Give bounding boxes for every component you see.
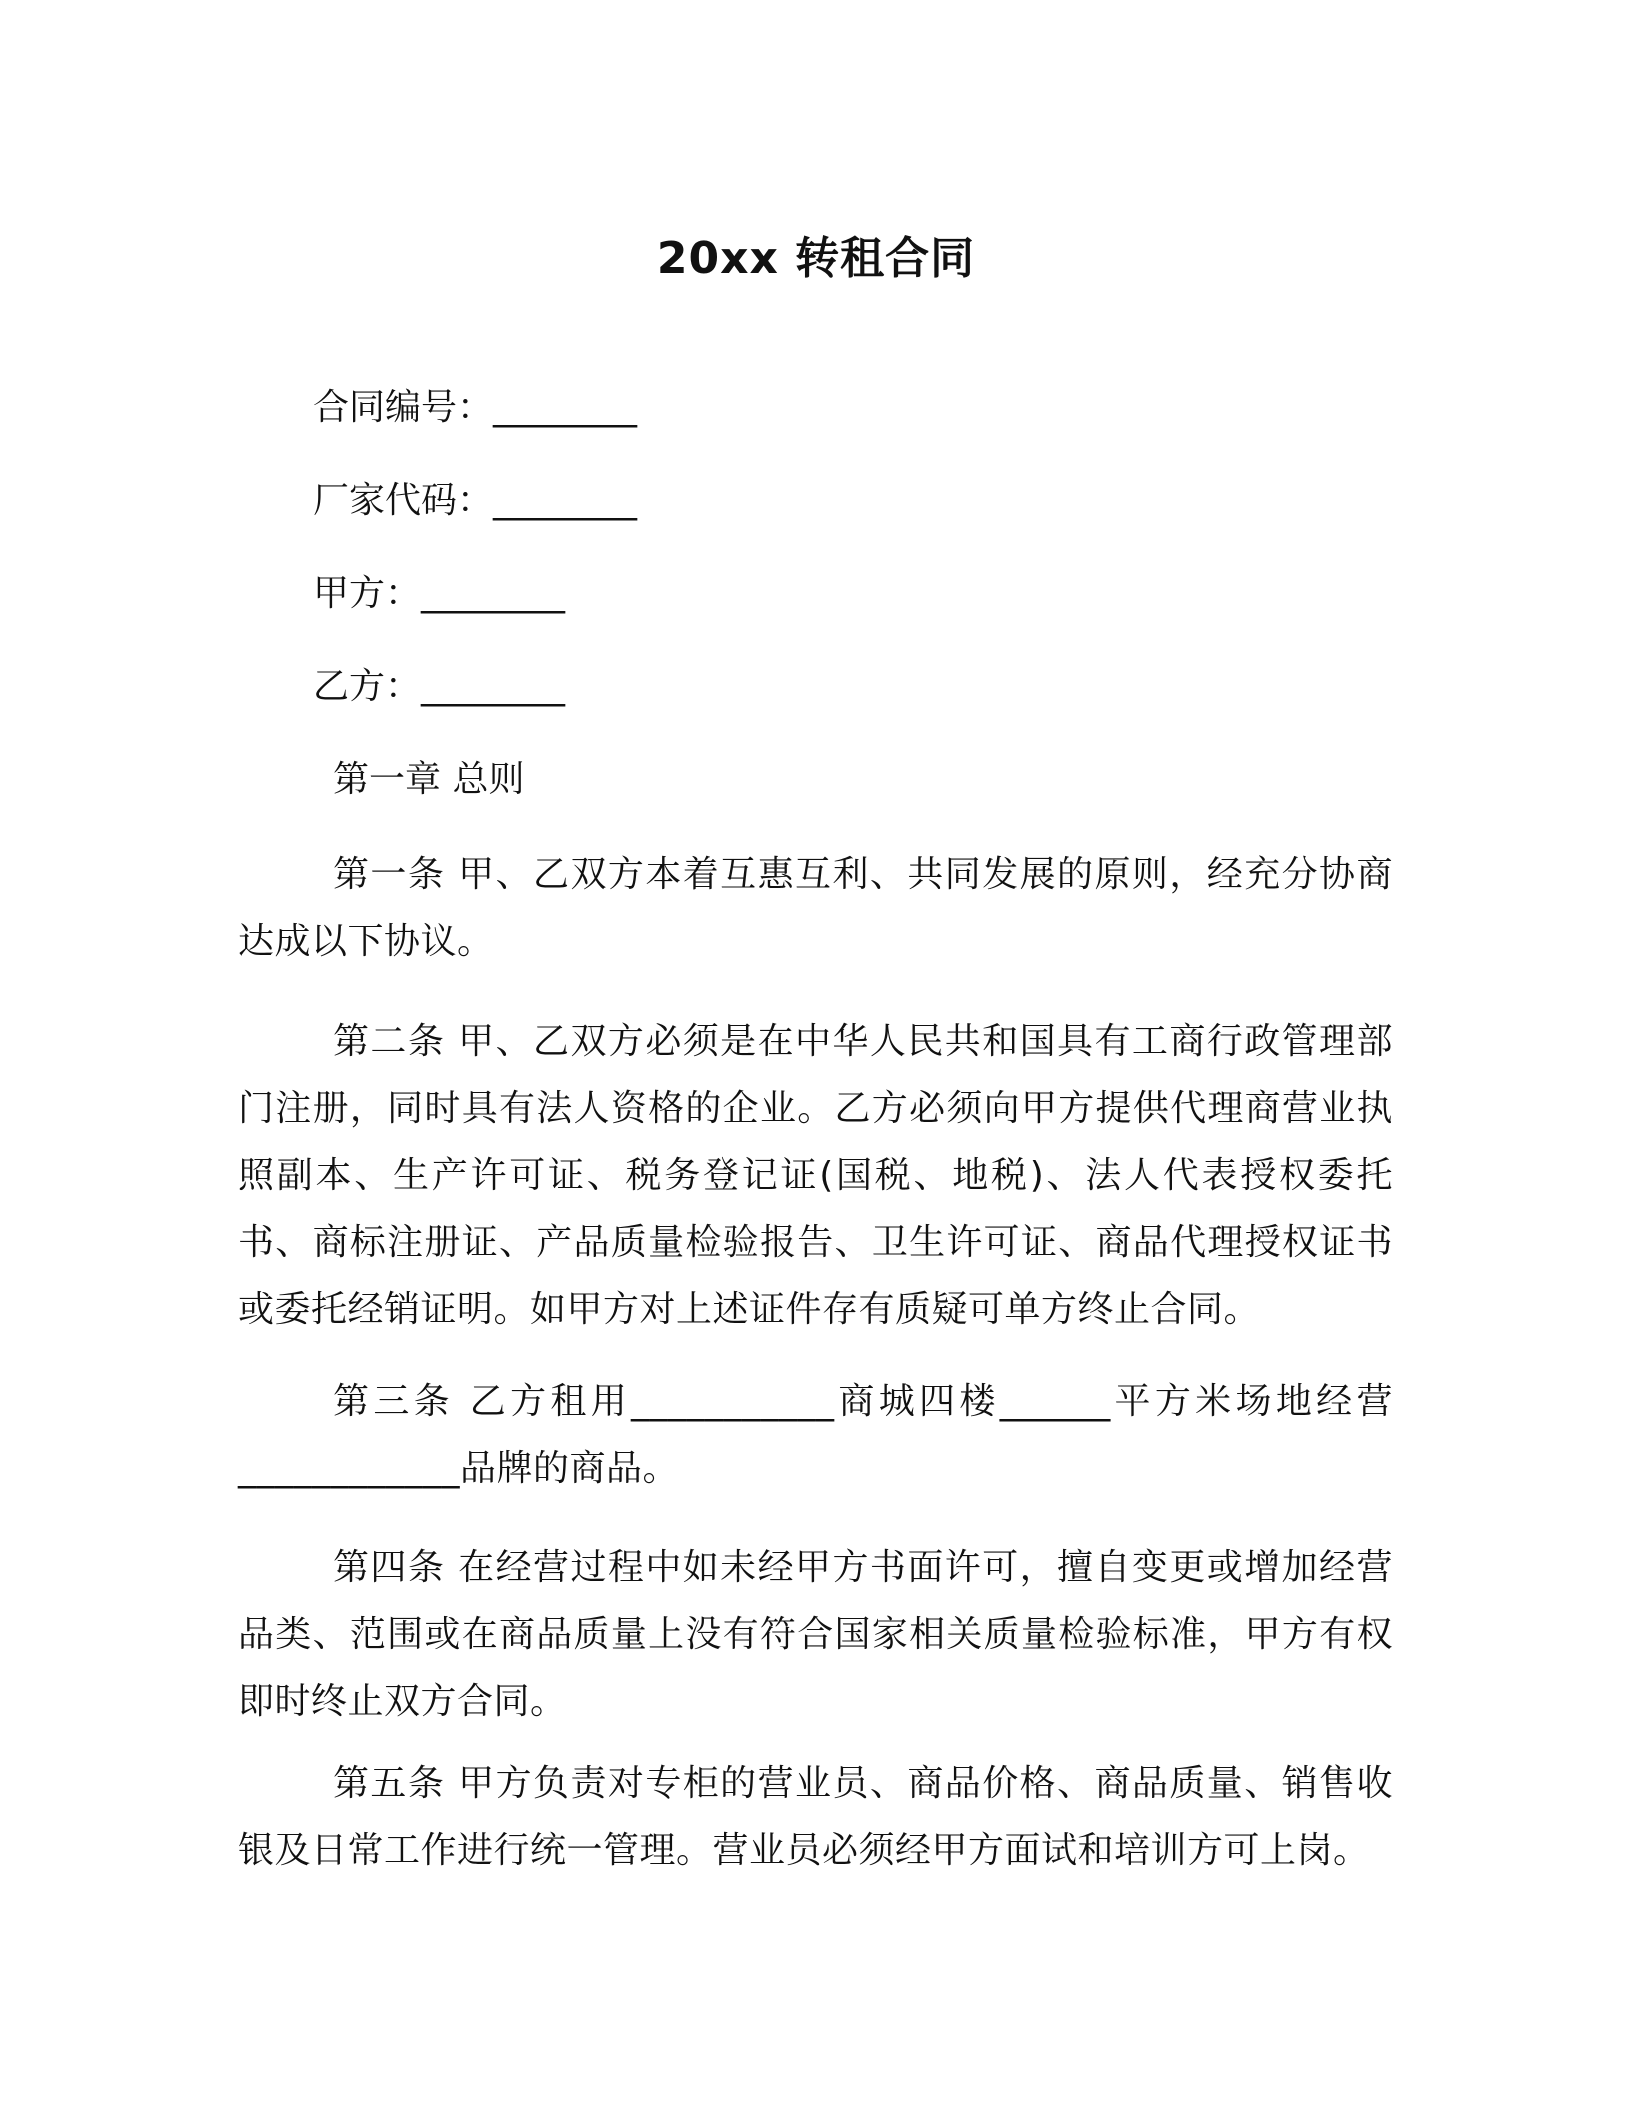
field-label: 厂家代码： (313, 480, 494, 521)
field-contract-number (313, 383, 637, 433)
article-3: 第三条 乙方租用___________商城四楼______平方米场地经营____________品牌的商品。 (238, 1381, 1393, 1489)
field-value: ________ (493, 387, 638, 428)
field-label: 合同编号： (313, 387, 494, 428)
article-4: 第四条 在经营过程中如未经甲方书面许可，擅自变更或增加经营品类、范围或在商品质量上没有符合国家相关质量检验标准，甲方有权即时终止双方合同。 (238, 1547, 1393, 1722)
field-value: ________ (421, 573, 566, 614)
field-party-a (313, 569, 565, 619)
article-2: 第二条 甲、乙双方必须是在中华人民共和国具有工商行政管理部门注册，同时具有法人资格的企业。乙方必须向甲方提供代理商营业执照副本、生产许可证、税务登记证(国税、地税)、法人代表授权委托书、商标注册证、产品质量检验报告、卫生许可证、商品代理授权证书或委托经销证明。如甲方对上述证件存有质疑可单方终止合同。 (238, 1021, 1393, 1330)
field-manufacturer-code (313, 476, 637, 526)
field-label: 乙方： (313, 666, 422, 707)
field-label: 甲方： (313, 573, 422, 614)
article-1: 第一条 甲、乙双方本着互惠互利、共同发展的原则，经充分协商达成以下协议。 (238, 854, 1393, 962)
article-5: 第五条 甲方负责对专柜的营业员、商品价格、商品质量、销售收银及日常工作进行统一管理。营业员必须经甲方面试和培训方可上岗。 (238, 1763, 1393, 1871)
document-title: 20xx 转租合同 (656, 233, 976, 284)
chapter-heading: 第一章 总则 (333, 759, 525, 800)
field-value: ________ (421, 666, 566, 707)
field-party-b (313, 662, 565, 712)
field-value: ________ (493, 480, 638, 521)
